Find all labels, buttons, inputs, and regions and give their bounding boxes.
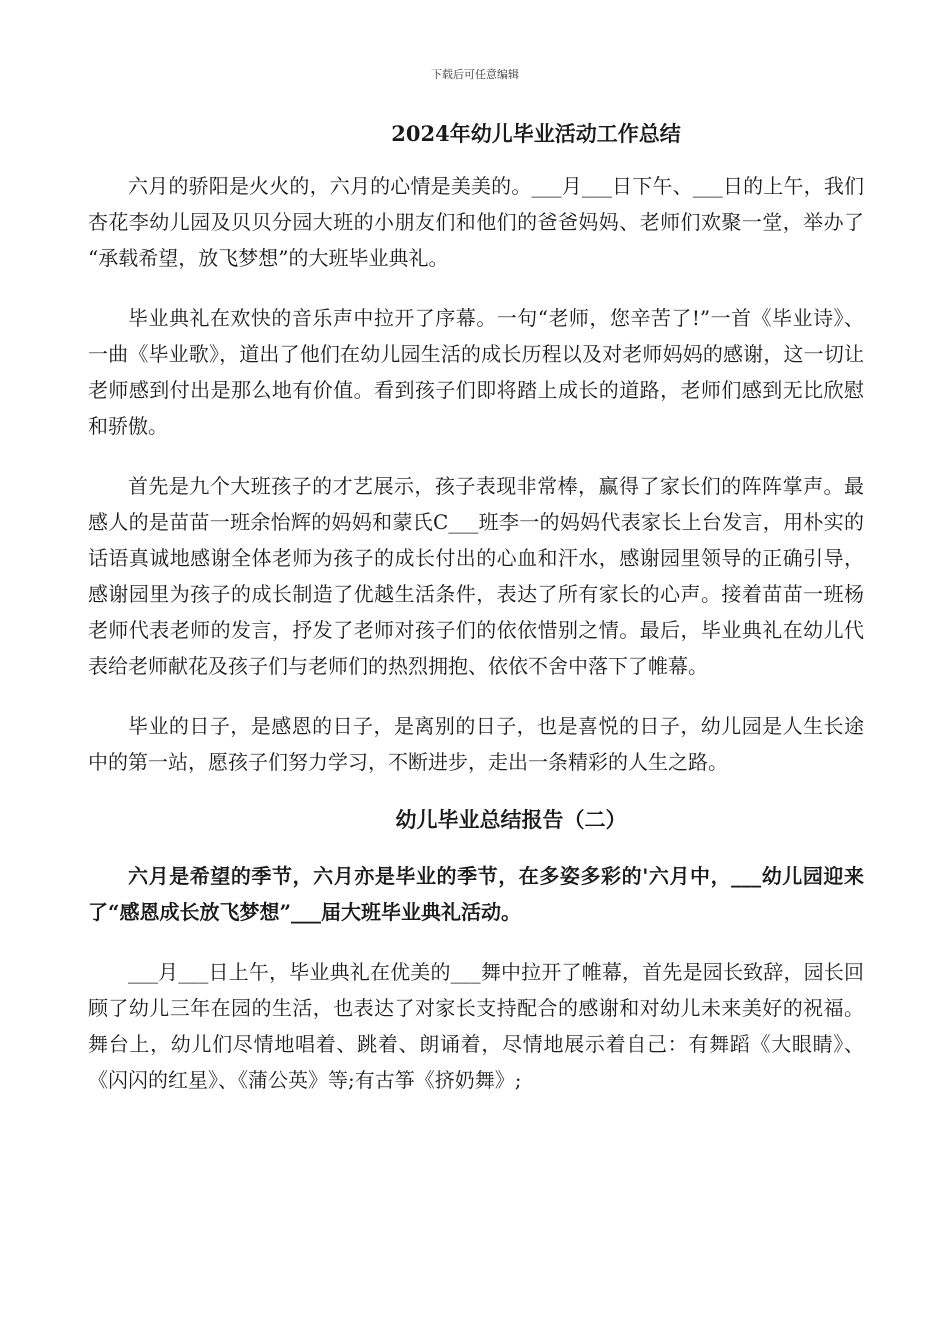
document-body <box>88 118 864 1122</box>
paragraph: ___月___日上午，毕业典礼在优美的___舞中拉开了帷幕，首先是园长致辞，园长回顾了幼儿三年在园的生活，也表达了对家长支持配合的感谢和对幼儿未来美好的祝福。舞台上，幼儿们尽情地唱着、跳着、朗诵着，尽情地展示着自己：有舞蹈《大眼睛》、《闪闪的红星》、《蒲公英》等;有古筝《挤奶舞》; <box>88 960 864 1092</box>
section-summary-2024 <box>88 118 864 780</box>
paragraph: 六月的骄阳是火火的，六月的心情是美美的。___月___日下午、___日的上午，我们杏花李幼儿园及贝贝分园大班的小朋友们和他们的爸爸妈妈、老师们欢聚一堂，举办了 “承载希望，放飞梦想”的大班毕业典礼。 <box>88 174 864 270</box>
paragraph: 毕业的日子，是感恩的日子，是离别的日子，也是喜悦的日子，幼儿园是人生长途中的第一站，愿孩子们努力学习，不断进步，走出一条精彩的人生之路。 <box>88 714 864 774</box>
section-title: 2024年幼儿毕业活动工作总结 <box>391 121 681 146</box>
header-note: 下载后可任意编辑 <box>431 68 519 81</box>
section-report-two <box>88 804 864 1098</box>
section-title: 幼儿毕业总结报告（二） <box>395 807 627 832</box>
paragraph: 首先是九个大班孩子的才艺展示，孩子表现非常棒，赢得了家长们的阵阵掌声。最感人的是苗苗一班余怡辉的妈妈和蒙氏C___班李一的妈妈代表家长上台发言，用朴实的话语真诚地感谢全体老师为孩子的成长付出的心血和汗水，感谢园里领导的正确引导，感谢园里为孩子的成长制造了优越生活条件，表达了所有家长的心声。接着苗苗一班杨老师代表老师的发言，抒发了老师对孩子们的依依惜别之情。最后，毕业典礼在幼儿代表给老师献花及孩子们与老师们的热烈拥抱、依依不舍中落下了帷幕。 <box>88 474 864 678</box>
lead-paragraph: 六月是希望的季节，六月亦是毕业的季节，在多姿多彩的'六月中，___幼儿园迎来了“感恩成长放飞梦想”___届大班毕业典礼活动。 <box>88 864 864 924</box>
paragraph: 毕业典礼在欢快的音乐声中拉开了序幕。一句“老师，您辛苦了!”一首《毕业诗》、一曲《毕业歌》，道出了他们在幼儿园生活的成长历程以及对老师妈妈的感谢，这一切让老师感到付出是那么地有价值。看到孩子们即将踏上成长的道路，老师们感到无比欣慰和骄傲。 <box>88 306 864 438</box>
